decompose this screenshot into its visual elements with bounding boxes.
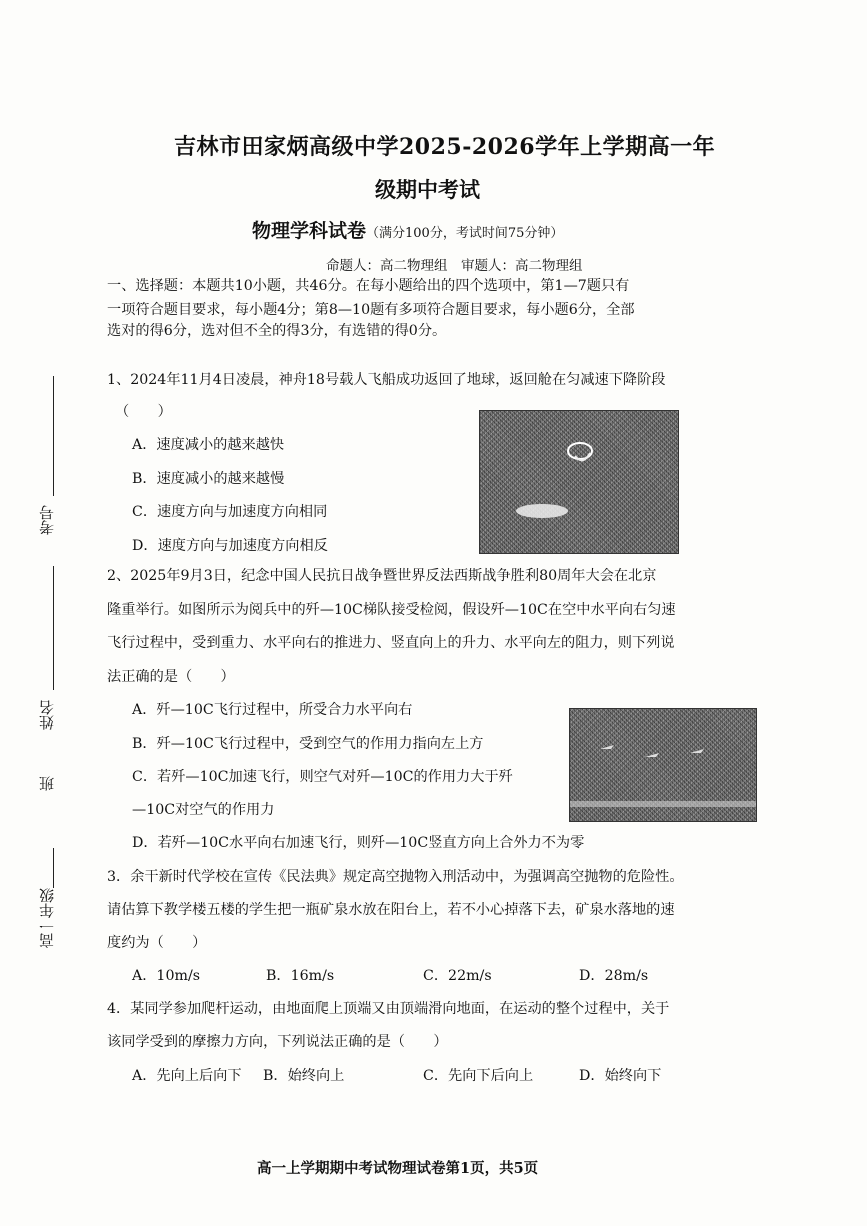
q1-stem-line2: （ ） [115, 404, 172, 420]
q1-option-d: D．速度方向与加速度方向相反 [132, 538, 328, 554]
q3-stem-line3: 度约为（ ） [107, 935, 207, 951]
q3-option-d: D．28m/s [579, 968, 649, 984]
section-instructions-line2: 一项符合题目要求，每小题4分；第8—10题有多项符合题目要求，每小题6分，全部 [107, 302, 635, 318]
q3-option-a: A．10m/s [132, 968, 201, 984]
q2-stem-line2: 隆重举行。如图所示为阅兵中的歼—10C梯队接受检阅，假设歼—10C在空中水平向右匀速 [107, 602, 676, 618]
grade-label: 高一年级 [38, 888, 56, 948]
q4-stem-line2: 该同学受到的摩擦力方向，下列说法正确的是（ ） [107, 1034, 448, 1050]
q2-option-c-line2: —10C对空气的作用力 [132, 802, 275, 818]
class-label: 班 [38, 776, 56, 791]
q1-stem-line1: 1、2024年11月4日凌晨，神舟18号载人飞船成功返回了地球，返回舱在匀减速下降阶段 [107, 372, 666, 388]
q1-capsule-photo [479, 410, 679, 554]
q1-option-c: C．速度方向与加速度方向相同 [132, 504, 328, 520]
q2-stem-line1: 2、2025年9月3日，纪念中国人民抗日战争暨世界反法西斯战争胜利80周年大会在北京 [107, 568, 657, 584]
page-title-line2: 级期中考试 [375, 177, 480, 202]
q2-stem-line4: 法正确的是（ ） [107, 669, 235, 685]
q4-option-b: B．始终向上 [263, 1068, 345, 1084]
q3-stem-line2: 请估算下教学楼五楼的学生把一瓶矿泉水放在阳台上，若不小心掉落下去，矿泉水落地的速 [107, 902, 675, 918]
q2-option-a: A．歼—10C飞行过程中，所受合力水平向右 [132, 702, 413, 718]
q1-option-b: B．速度减小的越来越慢 [132, 471, 285, 487]
q2-jet-formation-photo [569, 708, 757, 822]
exam-no-label: 考号 [38, 505, 56, 535]
name-line [53, 566, 54, 690]
jet-formation-icon [570, 709, 756, 821]
subject-heading [252, 216, 563, 243]
q3-option-b: B．16m/s [266, 968, 335, 984]
q2-stem-line3: 飞行过程中，受到重力、水平向右的推进力、竖直向上的升力、水平向左的阻力，则下列说 [107, 635, 675, 651]
subject-name: 物理学科试卷 [252, 220, 367, 242]
q3-option-c: C．22m/s [423, 968, 492, 984]
parachute-capsule-icon [480, 411, 678, 553]
q2-option-d: D．若歼—10C水平向右加速飞行，则歼—10C竖直方向上合外力不为零 [132, 835, 585, 851]
q4-option-c: C．先向下后向上 [423, 1068, 534, 1084]
page-title: 吉林市田家炳高级中学2025-2026学年上学期高一年 [174, 134, 716, 160]
q2-option-c-line1: C．若歼—10C加速飞行，则空气对歼—10C的作用力大于歼 [132, 769, 513, 785]
q4-stem-line1: 4．某同学参加爬杆运动，由地面爬上顶端又由顶端滑向地面，在运动的整个过程中，关于 [107, 1001, 670, 1017]
q2-option-b: B．歼—10C飞行过程中，受到空气的作用力指向左上方 [132, 736, 484, 752]
section-instructions-line3: 选对的得6分，选对但不全的得3分，有选错的得0分。 [107, 323, 447, 339]
authors-line: 命题人：高二物理组 审题人：高二物理组 [326, 258, 583, 274]
q1-option-a: A．速度减小的越来越快 [132, 437, 285, 453]
q3-stem-line1: 3．余干新时代学校在宣传《民法典》规定高空抛物入刑活动中，为强调高空抛物的危险性。 [107, 869, 684, 885]
page-footer: 高一上学期期中考试物理试卷第1页，共5页 [257, 1160, 539, 1177]
q4-option-d: D．始终向下 [579, 1068, 662, 1084]
name-label: 姓名 [38, 700, 56, 730]
subject-note: （满分100分，考试时间75分钟） [366, 226, 564, 241]
section-instructions-line1: 一、选择题：本题共10小题，共46分。在每小题给出的四个选项中，第1—7题只有 [107, 278, 630, 294]
exam-no-line [53, 376, 54, 496]
class-line [53, 848, 54, 888]
q4-option-a: A．先向上后向下 [132, 1068, 242, 1084]
